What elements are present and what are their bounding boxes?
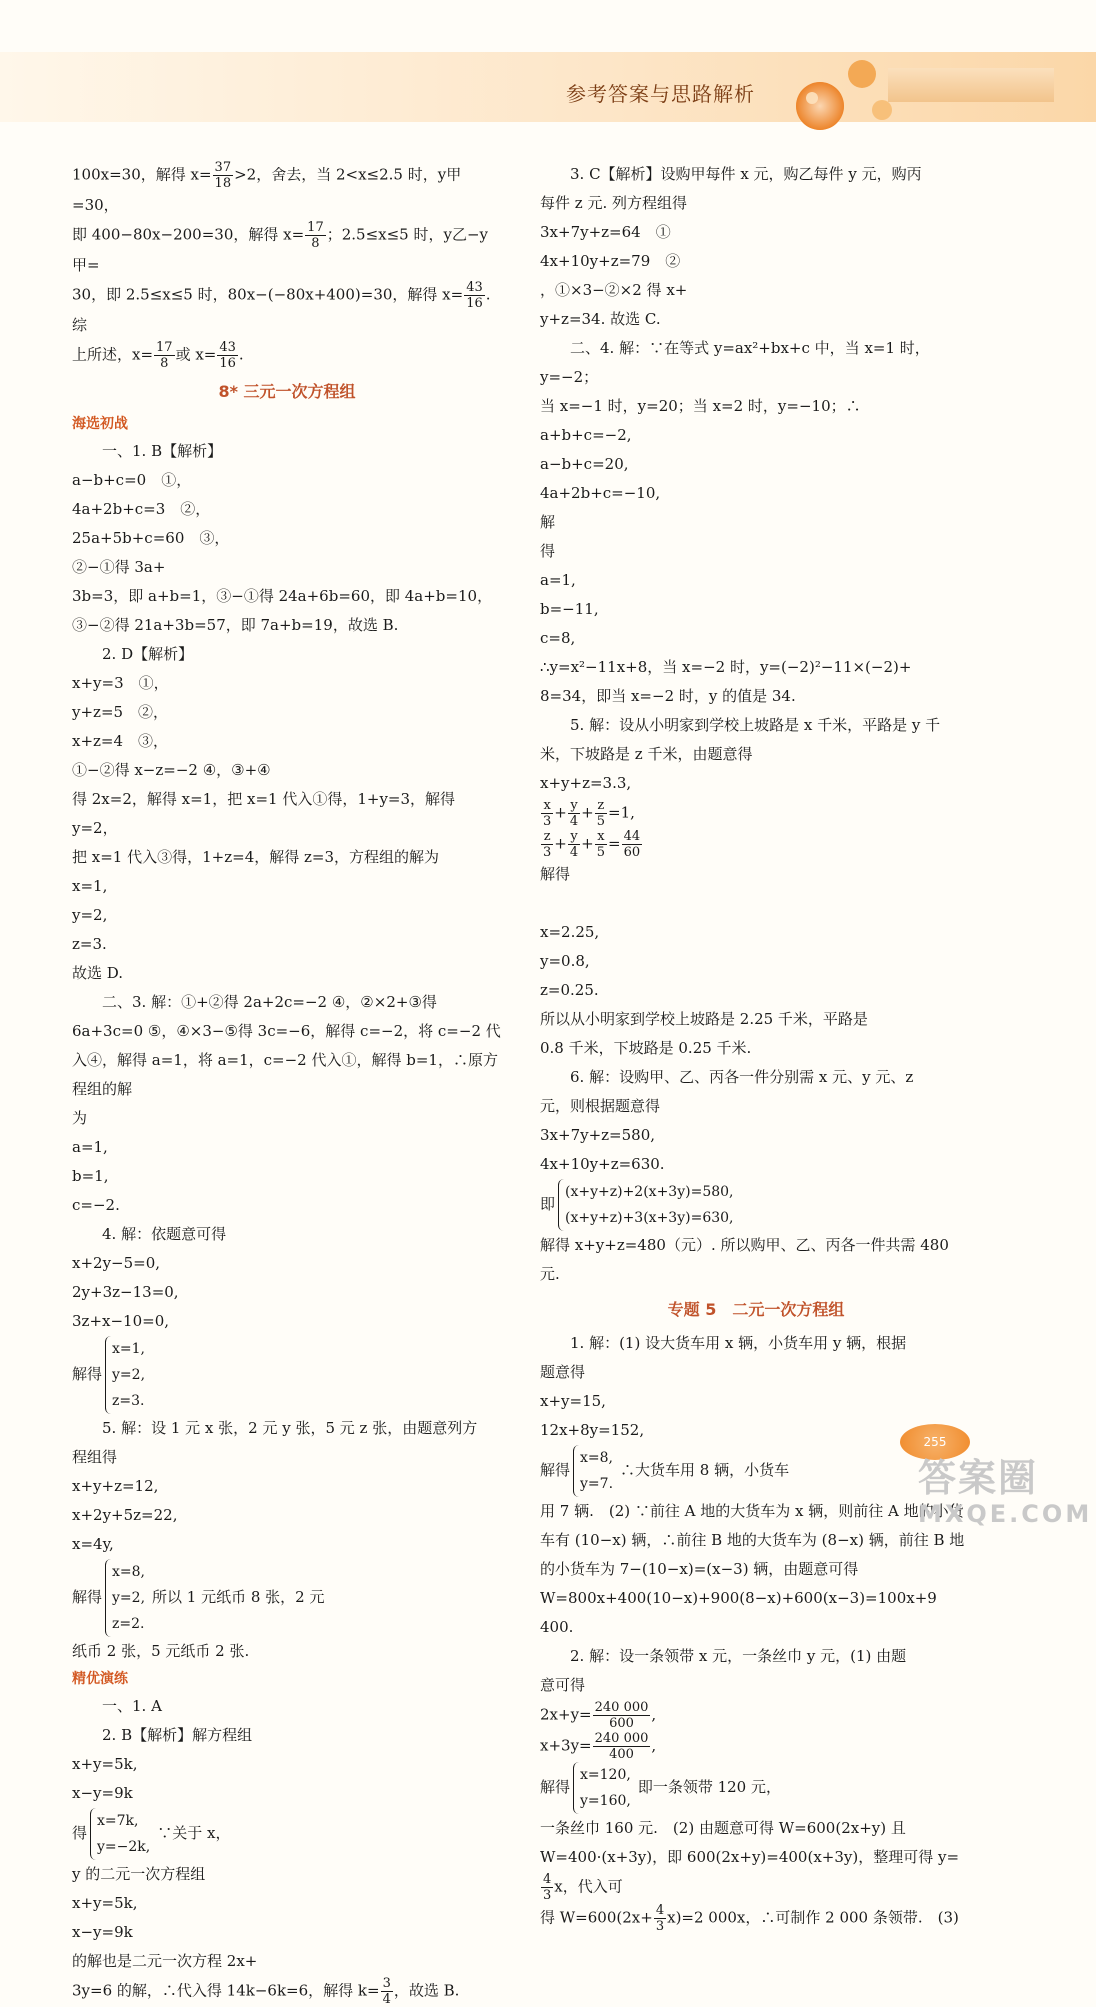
paragraph: 上所述，x= $\frac{17}{8}$ 或 x= $\frac{43}{16}$ . — [72, 340, 244, 371]
question-1: 一、1. B【解析】 — [102, 442, 223, 460]
paragraph: 8=34，即当 x=−2 时，y 的值是 34. — [540, 687, 796, 705]
fraction: $\frac{43}{16}$ — [219, 340, 236, 371]
paragraph: 得 W=600(2x+ $\frac{4}{3}$ x)=2 000x，∴可制作 2 000 条领带. (3) — [540, 1903, 959, 1934]
orange-balls-decoration-icon — [790, 48, 900, 138]
paragraph: 1. 解：(1) 设大货车用 x 辆，小货车用 y 辆，根据 — [570, 1334, 907, 1352]
question-3: 二、3. 解：①+②得 2a+2c=−2 ④，②×2+③得 6a+3c=0 ⑤，④×3−⑤得 3c=−6，解得 c=−2，将 c=−2 代入④，解得 a=1，将 a=1，c=−2 代入①，解得 b=1，∴原方程组的解 — [72, 993, 501, 1098]
paragraph: 2. B【解析】解方程组 — [102, 1726, 253, 1744]
paragraph: 3y=6 的解，∴代入得 14k−6k=6，解得 k= $\frac{3}{4}$ ，故选 B. — [72, 1976, 460, 2007]
section-title: 专题 5 二元一次方程组 — [667, 1300, 845, 1319]
paragraph: 题意得 — [540, 1363, 586, 1381]
fraction: $\frac{43}{16}$ — [466, 280, 483, 311]
subsection-title: 精优演练 — [72, 1671, 128, 1687]
paragraph: 元. — [540, 1265, 560, 1283]
header-decor-bar — [888, 68, 1054, 102]
section-title: 8* 三元一次方程组 — [218, 382, 356, 401]
paragraph: 0.8 千米，下坡路是 0.25 千米. — [540, 1039, 752, 1057]
solution-system: x=120, y=160, — [573, 1762, 635, 1814]
paragraph: 故选 D. — [72, 964, 124, 982]
paragraph: 30，即 2.5≤x≤5 时，80x−(−80x+400)=30，解得 x= $\frac{43}{16}$ . 综 — [72, 280, 491, 334]
paragraph: 2. 解：设一条领带 x 元，一条丝巾 y 元，(1) 由题 — [570, 1647, 907, 1665]
left-column: 100x=30，解得 x= $\frac{37}{18}$ >2，舍去，当 2<x≤2.5 时，y甲=30， 即 400−80x−200=30，解得 x= $\frac{17}{8}$ ；2.5≤x≤5 时，y乙−y甲= 30，即 2.5≤x≤5 时，80x−(−80x+400)=30，解得 x= $\frac{43}{16}$ . 综 上所述，x= $\frac{17}{8}$ 或 x= $\frac{43}{16}$ . 8* 三元一次方程组 海选初战 一、1. B【解析】 a−b+c=0 ①， 4a+2b+c=3 ②， 25a+5b+c=60 ③， ②−①得 3a+ 3b=3，即 a+b=1，③−①得 24a+6b=60，即 4a+b=10，③−②得 21a+3b=57，即 7a+b=19，故选 B. 2. D【解析】 x+y=3 ①， y+z=5 ②， x+z=4 ③， ①−②得 x−z=−2 ④，③+④ 得 2x=2，解得 x=1，把 x=1 代入①得，1+y=3，解得 y=2， 把 x=1 代入③得，1+z=4，解得 z=3，方程组的解为 x=1, y=2, z=3. 故选 D. 二、3. 解：①+②得 2a+2c=−2 ④，②×2+③得 6a+3c=0 ⑤，④×3−⑤得 3c=−6，解得 c=−2，将 c=−2 代入④，解得 a=1，将 a=1，c=−2 代入①，解得 b=1，∴原方程组的解 为 a=1, b=1, c=−2. 4. 解：依题意可得 x+2y−5=0, 2y+3z−13=0, 3z+x−10=0, 解得 x=1, y=2, z=3. 5. 解：设 1 元 x 张，2 元 y 张，5 元 z 张，由题意列方 程组得 x+y+z=12, x+2y+5z=22, x=4y, 解得 x=8, y=2, z=2. 所以 1 元纸币 8 张，2 元 纸币 2 张，5 元纸币 2 张. 精优演练 一、1. A 2. B【解析】解方程组 x+y=5k, x−y=9k 得 x=7k, y=−2k, ∵关于 x， y 的二元一次方程组 x+y=5k, x−y=9k 的解也是二元一次方程 2x+ 3y=6 的解，∴代入得 14k−6k=6，解得 k= $\frac{3}{4}$ ，故选 B. — [72, 160, 501, 2007]
paragraph: 纸币 2 张，5 元纸币 2 张. — [72, 1642, 250, 1660]
paragraph: 每件 z 元. 列方程组得 — [540, 194, 687, 212]
subsection-title: 海选初战 — [72, 416, 128, 432]
paragraph: 二、4. 解：∵在等式 y=ax²+bx+c 中，当 x=1 时，y=−2； — [540, 339, 930, 386]
paragraph: 一、1. A — [102, 1697, 162, 1715]
paragraph: 元，则根据题意得 — [540, 1097, 661, 1115]
paragraph: 即 400−80x−200=30，解得 x= $\frac{17}{8}$ ；2.5≤x≤5 时，y乙−y甲= — [72, 220, 488, 274]
paragraph: 为 — [72, 1109, 88, 1127]
solution-system: x=1, y=2, z=3. — [105, 1336, 149, 1414]
paragraph: 把 x=1 代入③得，1+z=4，解得 z=3，方程组的解为 — [72, 848, 440, 866]
paragraph: 100x=30，解得 x= $\frac{37}{18}$ >2，舍去，当 2<x≤2.5 时，y甲=30， — [72, 160, 462, 214]
fraction: $\frac{4}{3}$ — [543, 1872, 552, 1903]
solution-system: x=7k, y=−2k, — [90, 1808, 154, 1860]
paragraph: 一条丝巾 160 元. (2) 由题意可得 W=600(2x+y) 且 W=400·(x+3y)，即 600(2x+y)=400(x+3y)，整理可得 y= $\frac{4}{3}$ x，代入可 — [540, 1819, 960, 1903]
paragraph: 6. 解：设购甲、乙、丙各一件分别需 x 元、y 元、z — [570, 1068, 914, 1086]
paragraph: 用 7 辆. (2) ∵前往 A 地的大货车为 x 辆，则前往 A 地的小货车有 (10−x) 辆，∴前往 B 地的大货车为 (8−x) 辆，前往 B 地的小货车为 7−(10−x)=(x−3) 辆，由题意可得 W=800x+400(10−x)+900(8−x)+600(x−3)=100x+9 400. — [540, 1502, 965, 1636]
paragraph: 程组得 — [72, 1448, 118, 1466]
paragraph: 当 x=−1 时，y=20；当 x=2 时，y=−10；∴ — [540, 397, 861, 415]
paragraph — [540, 889, 972, 918]
paragraph: y 的二元一次方程组 — [72, 1865, 206, 1883]
paragraph: y+z=34. 故选 C. — [540, 310, 661, 328]
paragraph: 3b=3，即 a+b=1，③−①得 24a+6b=60，即 4a+b=10，③−②得 21a+3b=57，即 7a+b=19，故选 B. — [72, 587, 493, 634]
question-2: 2. D【解析】 — [102, 645, 194, 663]
fraction: $\frac{37}{18}$ — [214, 160, 232, 191]
watermark-logo: 答案圈 MXQE.COM — [918, 1456, 1093, 1528]
fraction: $\frac{17}{8}$ — [156, 340, 173, 371]
paragraph: 解得 x+y+z=480（元）. 所以购甲、乙、丙各一件共需 480 — [540, 1236, 949, 1254]
fraction: $\frac{17}{8}$ — [307, 220, 324, 251]
page-number: 255 — [900, 1424, 970, 1460]
solution-system: x=8, y=7. — [573, 1445, 617, 1497]
paragraph: 得 2x=2，解得 x=1，把 x=1 代入①得，1+y=3，解得 y=2， — [72, 790, 456, 837]
equation-system: (x+y+z)+2(x+3y)=580, (x+y+z)+3(x+3y)=630, — [558, 1179, 737, 1231]
right-column: 3. C【解析】设购甲每件 x 元，购乙每件 y 元，购丙 每件 z 元. 列方程组得 3x+7y+z=64 ① 4x+10y+z=79 ② ，①×3−②×2 得 x+ y+z=34. 故选 C. 二、4. 解：∵在等式 y=ax²+bx+c 中，当 x=1 时，y=−2； 当 x=−1 时，y=20；当 x=2 时，y=−10；∴ a+b+c=−2, a−b+c=20, 4a+2b+c=−10, 解 得 a=1, b=−11, c=8, ∴y=x²−11x+8，当 x=−2 时，y=(−2)²−11×(−2)+ 8=34，即当 x=−2 时，y 的值是 34. 5. 解：设从小明家到学校上坡路是 x 千米，平路是 y 千 米，下坡路是 z 千米，由题意得 x+y+z=3.3, $\frac{x}{3}$ + $\frac{y}{4}$ + $\frac{z}{5}$ =1, $\frac{z}{3}$ + $\frac{y}{4}$ + $\frac{x}{5}$ = $\frac{44}{60}$ 解得 x=2.25, y=0.8, z=0.25. 所以从小明家到学校上坡路是 2.25 千米，平路是 0.8 千米，下坡路是 0.25 千米. 6. 解：设购甲、乙、丙各一件分别需 x 元、y 元、z 元，则根据题意得 3x+7y+z=580, 4x+10y+z=630. 即 (x+y+z)+2(x+3y)=580, (x+y+z)+3(x+3y)=630, 解得 x+y+z=480（元）. 所以购甲、乙、丙各一件共需 480 元. 专题 5 二元一次方程组 1. 解：(1) 设大货车用 x 辆，小货车用 y 辆，根据 题意得 x+y=15, 12x+8y=152, 解得 x=8, y=7. ∴大货车用 8 辆，小货车 用 7 辆. (2) ∵前往 A 地的大货车为 x 辆，则前往 A 地的小货车有 (10−x) 辆，∴前往 B 地的大货车为 (8−x) 辆，前往 B 地的小货车为 7−(10−x)=(x−3) 辆，由题意可得 W=800x+400(10−x)+900(8−x)+600(x−3)=100x+9 400. 2. 解：设一条领带 x 元，一条丝巾 y 元，(1) 由题 意可得 2x+y= $\frac{240 000}{600}$ , x+3y= $\frac{240 000}{400}$ , 解得 x=120, y=160, 即一条领带 120 元， 一条丝巾 160 元. (2) 由题意可得 W=600(2x+y) 且 W=400·(x+3y)，即 600(2x+y)=400(x+3y)，整理可得 y= $\frac{4}{3}$ x，代入可 得 W=600(2x+ $\frac{4}{3}$ x)=2 000x，∴可制作 2 000 条领带. (3) — [540, 160, 972, 1934]
question-4: 4. 解：依题意可得 — [102, 1225, 227, 1243]
paragraph: 3. C【解析】设购甲每件 x 元，购乙每件 y 元，购丙 — [570, 165, 922, 183]
question-5: 5. 解：设 1 元 x 张，2 元 y 张，5 元 z 张，由题意列方 — [102, 1419, 478, 1437]
paragraph: 意可得 — [540, 1676, 586, 1694]
paragraph: 得 — [540, 542, 556, 560]
paragraph: 5. 解：设从小明家到学校上坡路是 x 千米，平路是 y 千 — [570, 716, 941, 734]
page-header-title: 参考答案与思路解析 — [566, 82, 755, 106]
fraction: $\frac{4}{3}$ — [655, 1903, 665, 1934]
paragraph: 米，下坡路是 z 千米，由题意得 — [540, 745, 753, 763]
solution-system: x=8, y=2, z=2. — [105, 1559, 149, 1637]
fraction: $\frac{3}{4}$ — [382, 1976, 391, 2007]
